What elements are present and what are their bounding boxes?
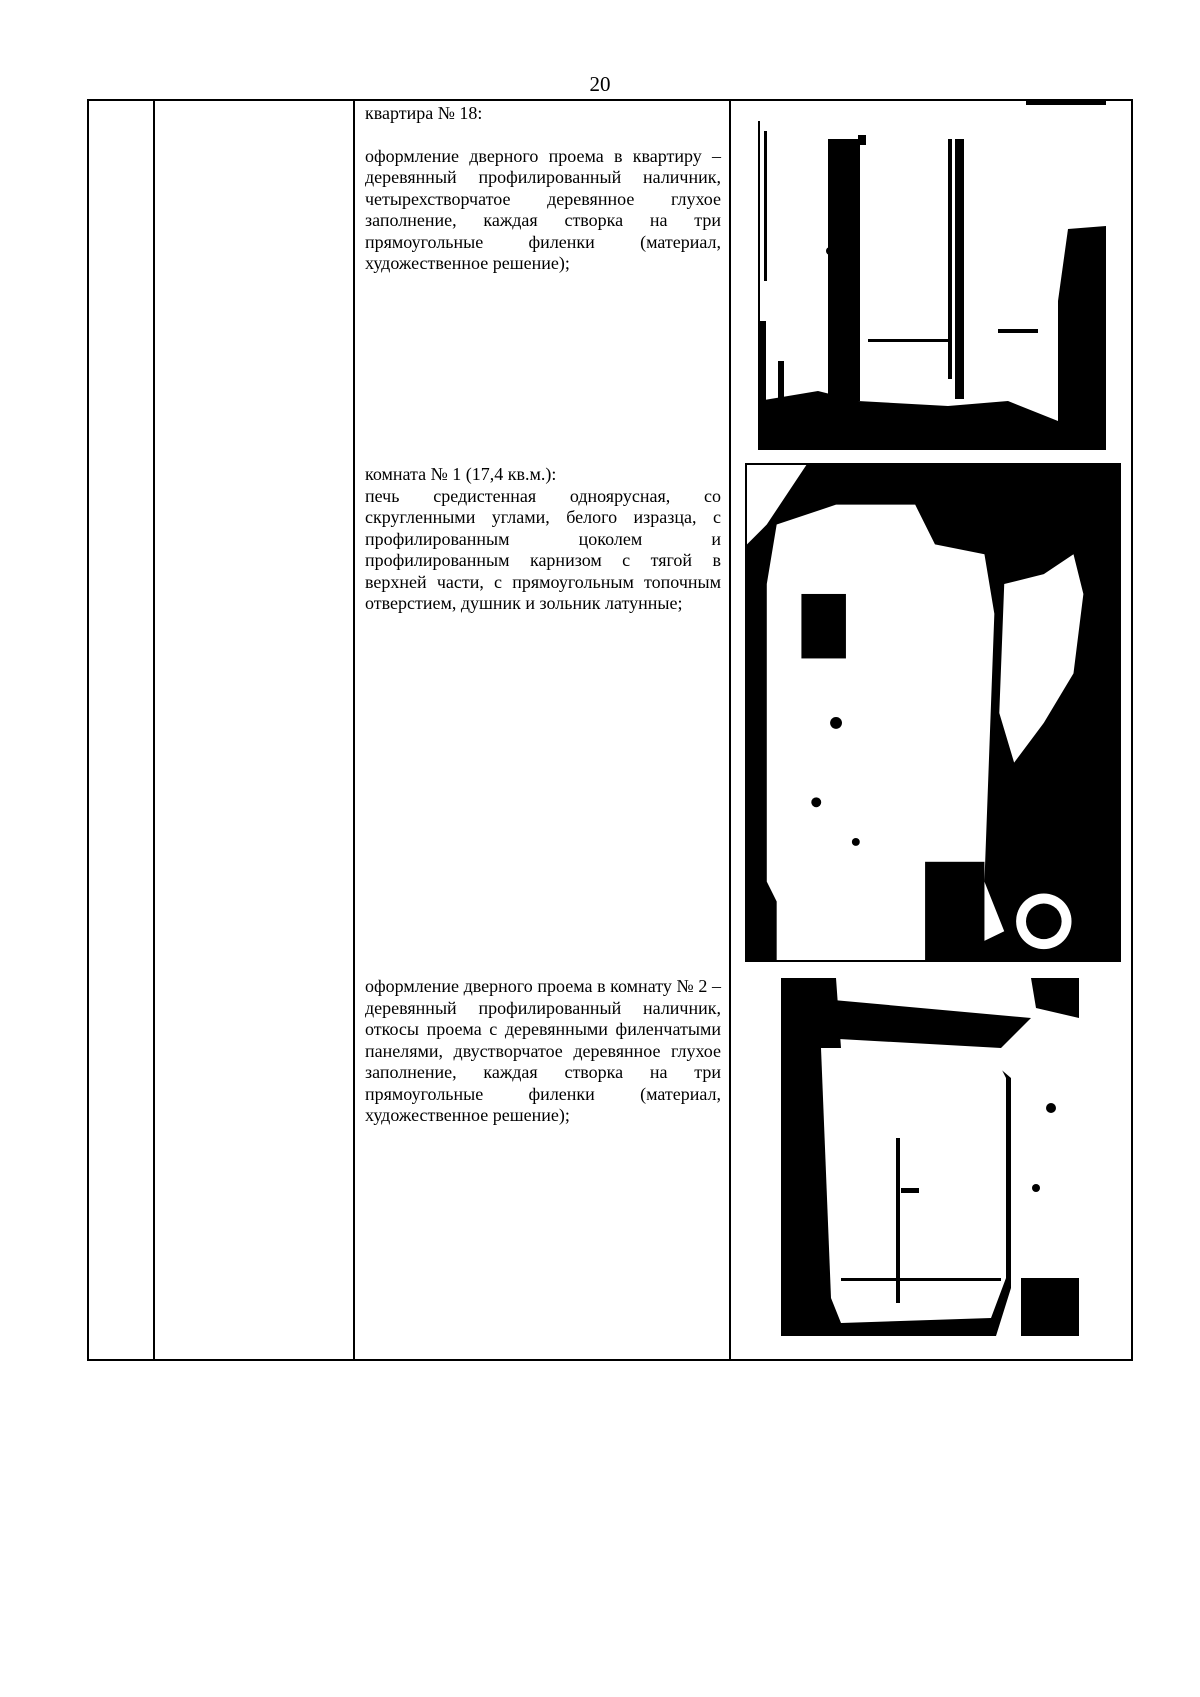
entry-apartment-door xyxy=(365,103,721,275)
description-column-cell xyxy=(354,100,730,1360)
photo-apartment-door xyxy=(758,101,1106,450)
photo-tile-stove xyxy=(745,463,1121,962)
number-column-cell xyxy=(88,100,154,1360)
photo-room-door xyxy=(781,978,1079,1336)
name-column-cell xyxy=(154,100,354,1360)
entry-text: оформление дверного проема в квартиру – деревянный профилированный наличник, четырехстворчатое деревянное глухое заполнение, каждая створка на три прямоугольные филенки (материал, художественное решение); xyxy=(365,145,721,273)
photo-column-cell xyxy=(730,100,1132,1360)
page-number: 20 xyxy=(589,72,611,96)
entry-heading: квартира № 18: xyxy=(365,103,483,123)
entry-tile-stove xyxy=(365,464,721,615)
entry-room-door xyxy=(365,976,721,1127)
monument-elements-table xyxy=(87,99,1133,1361)
entry-heading: комната № 1 (17,4 кв.м.): xyxy=(365,464,557,484)
entry-text: оформление дверного проема в комнату № 2 – деревянный профилированный наличник, откосы проема с деревянными филенчатыми панелями, двустворчатое деревянное глухое заполнение, каждая створка на три прямоугольные филенки (материал, художественное решение); xyxy=(365,976,721,1125)
entry-text: печь средистенная одноярусная, со скругленными углами, белого изразца, с профилированным цоколем и профилированным карнизом с тягой в верхней части, с прямоугольным топочным отверстием, душник и зольник латунные; xyxy=(365,485,721,613)
